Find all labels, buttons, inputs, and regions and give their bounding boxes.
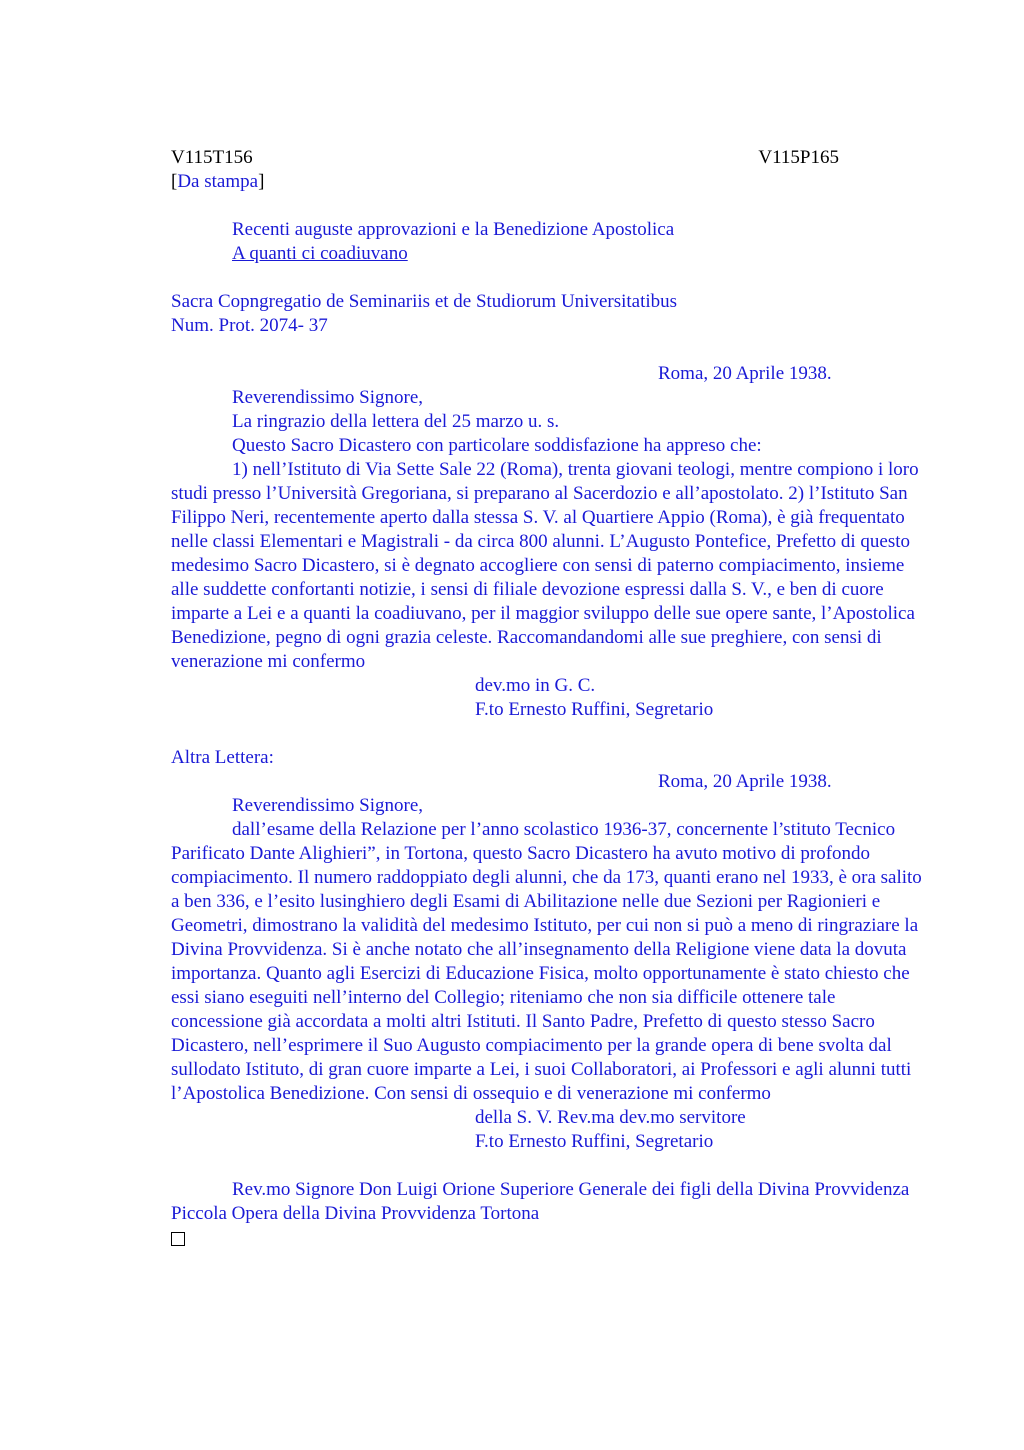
- sender: Sacra Copngregatio de Seminariis et de Studiorum Universitatibus: [171, 291, 678, 312]
- source-bracket-open: [: [171, 171, 178, 192]
- letter1-body: 1) nell’Istituto di Via Sette Sale 22 (Roma), trenta giovani teologi, mentre compiono i loro studi presso l’Università Gregoriana, si preparano al Sacerdozio e all’apostolato. 2) l’Istituto San Filippo Neri, recentemente aperto dalla stessa S. V. al Quartiere Appio (Roma), è già frequentato nelle classi Elementari e Magistrali - da circa 800 alunni. L’Augusto Pontefice, Prefetto di questo medesimo Sacro Dicastero, si è degnato accogliere con sensi di paterno compiacimento, insieme alle suddette confortanti notizie, i sensi di filiale devozione espressi dalla S. V., e ben di cuore imparte a Lei e a quanti la coadiuvano, per il maggior sviluppo delle sue opere sante, l’Apostolica Benedizione, pegno di ogni grazia celeste. Raccomandandomi alle sue preghiere, con sensi di venerazione mi confermo: [171, 459, 919, 672]
- letter1-intro: Questo Sacro Dicastero con particolare soddisfazione ha appreso che:: [232, 435, 762, 456]
- letter2-closing: della S. V. Rev.ma dev.mo servitore: [475, 1107, 746, 1128]
- header-codes: [171, 146, 839, 170]
- letter2-heading: Altra Lettera:: [171, 747, 274, 768]
- letter1-date: Roma, 20 Aprile 1938.: [658, 363, 832, 384]
- title-line-1: Recenti auguste approvazioni e la Benedizione Apostolica: [232, 219, 675, 240]
- recipient-address: Rev.mo Signore Don Luigi Orione Superiore Generale dei figli della Divina Provvidenza Piccola Opera della Divina Provvidenza Tortona: [171, 1179, 910, 1224]
- letter1-signature: F.to Ernesto Ruffini, Segretario: [475, 699, 714, 720]
- end-marker: [171, 1226, 931, 1250]
- letter2-date: Roma, 20 Aprile 1938.: [658, 771, 832, 792]
- protocol-number: Num. Prot. 2074- 37: [171, 315, 328, 336]
- square-box-icon: [171, 1232, 185, 1246]
- code-right: V115P165: [758, 147, 839, 168]
- letter1-closing: dev.mo in G. C.: [475, 675, 596, 696]
- letter2-body: dall’esame della Relazione per l’anno scolastico 1936-37, concernente l’stituto Tecnico Parificato Dante Alighieri”, in Tortona, questo Sacro Dicastero ha avuto motivo di profondo compiacimento. Il numero raddoppiato degli alunni, che da 173, quanti erano nel 1933, è ora salito a ben 336, e l’esito lusinghiero degli Esami di Abilitazione nelle due Sezioni per Ragionieri e Geometri, dimostrano la validità del medesimo Istituto, per cui non si può a meno di ringraziare la Divina Provvidenza. Si è anche notato che all’insegnamento della Religione viene data la dovuta importanza. Quanto agli Esercizi di Educazione Fisica, molto opportunamente è stato chiesto che essi siano eseguiti nell’interno del Collegio; riteniamo che non sia difficile ottenere tale concessione già accordata a molti altri Istituti. Il Santo Padre, Prefetto di questo stesso Sacro Dicastero, nell’esprimere il Suo Augusto compiacimento per la grande opera di bene svolta dal sullodato Istituto, di gran cuore imparte a Lei, i suoi Collaboratori, ai Professori e agli alunni tutti l’Apostolica Benedizione. Con sensi di ossequio e di venerazione mi confermo: [171, 819, 922, 1104]
- document-page: [171, 146, 931, 1250]
- source-bracket-close: ]: [258, 171, 265, 192]
- source-note: [171, 170, 931, 194]
- letter2-salutation: Reverendissimo Signore,: [232, 795, 424, 816]
- letter1-salutation: Reverendissimo Signore,: [232, 387, 424, 408]
- title-underlined: A quanti ci coadiuvano: [232, 243, 408, 264]
- title-line-2: [171, 242, 931, 266]
- letter2-signature: F.to Ernesto Ruffini, Segretario: [475, 1131, 714, 1152]
- source-text: Da stampa: [177, 171, 259, 192]
- code-left: V115T156: [171, 147, 253, 168]
- letter1-thanks: La ringrazio della lettera del 25 marzo u. s.: [232, 411, 560, 432]
